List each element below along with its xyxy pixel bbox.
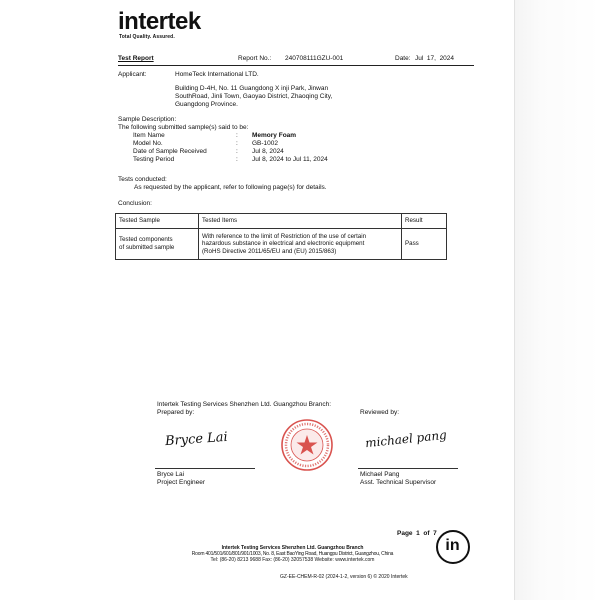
- table-header-cell: Tested Sample: [116, 214, 199, 229]
- field-sep: :: [236, 156, 238, 163]
- applicant-name: HomeTeck International LTD.: [175, 71, 259, 78]
- preparer-title: Project Engineer: [157, 479, 206, 486]
- table-cell-sample: [116, 229, 199, 260]
- table-cell-items: [199, 229, 402, 260]
- reviewed-by-label: Reviewed by:: [360, 409, 400, 416]
- field-value-testing-period: Jul 8, 2024 to Jul 11, 2024: [252, 156, 328, 163]
- form-code: GZ-EE-CHEM-R-02 (2024-1-2, version 6) © 2020 Intertek: [280, 574, 408, 580]
- page-number: Page 1 of 7: [397, 530, 437, 537]
- field-label-date-received: Date of Sample Received: [133, 148, 207, 155]
- logo-tagline: Total Quality. Assured.: [119, 34, 175, 40]
- company-seal-icon: [280, 418, 334, 472]
- field-label-testing-period: Testing Period: [133, 156, 175, 163]
- applicant-address-line: Building D-4H, No. 11 Guangdong X inji Park, Jinwan: [175, 85, 329, 92]
- table-cell-line: hazardous substance in electrical and electronic equipment: [202, 240, 365, 248]
- field-value-item-name: Memory Foam: [252, 132, 297, 139]
- field-value-date-received: Jul 8, 2024: [252, 148, 284, 155]
- prepared-by-label: Prepared by:: [157, 409, 195, 416]
- applicant-address-line: Guangdong Province.: [175, 101, 238, 108]
- page-edge-line: [514, 0, 515, 600]
- applicant-label: Applicant:: [118, 71, 147, 78]
- footer-address: Room 401/501/601/801/901/1003, No. 8, East BaoYing Road, Huangpu District, Guangzhou, China: [191, 551, 394, 557]
- field-label-model-no: Model No.: [133, 140, 163, 147]
- table-header-cell: Tested Items: [199, 214, 402, 229]
- report-no-label: Report No.:: [238, 55, 272, 62]
- page-edge-shade: [514, 0, 600, 600]
- preparer-sign-line: [155, 468, 255, 469]
- sample-intro: The following submitted sample(s) said to be:: [118, 124, 249, 131]
- reviewer-signature: michael pang: [364, 427, 448, 451]
- sample-heading: Sample Description:: [118, 116, 177, 123]
- badge-text: in: [445, 537, 460, 554]
- report-title: Test Report: [118, 55, 154, 62]
- signature-company: Intertek Testing Services Shenzhen Ltd. Guangzhou Branch:: [157, 401, 332, 408]
- conclusion-table: [115, 213, 447, 260]
- intertek-logo: intertek: [118, 8, 201, 35]
- table-header-row: [116, 214, 447, 229]
- tests-text: As requested by the applicant, refer to following page(s) for details.: [134, 184, 327, 191]
- table-cell-line: of submitted sample: [119, 244, 175, 251]
- reviewer-name: Michael Pang: [360, 471, 400, 478]
- intertek-badge-icon: [436, 530, 470, 564]
- field-sep: :: [236, 132, 238, 139]
- table-cell-line: (RoHS Directive 2011/65/EU and (EU) 2015/863): [202, 247, 337, 255]
- tests-heading: Tests conducted:: [118, 176, 167, 183]
- table-row: [116, 229, 447, 260]
- table-cell-result: Pass: [402, 229, 447, 260]
- table-cell-line: Tested components: [119, 236, 173, 244]
- reviewer-sign-line: [358, 468, 458, 469]
- header-divider: [118, 65, 474, 66]
- applicant-address-line: SouthRoad, Jinli Town, Gaoyao District, Zhaoqing City,: [175, 93, 333, 100]
- table-header-cell: Result: [402, 214, 447, 229]
- date-label: Date:: [395, 55, 411, 62]
- table-cell-line: With reference to the limit of Restriction of the use of certain: [202, 232, 367, 240]
- footer-company: Intertek Testing Services Shenzhen Ltd. Guangzhou Branch: [221, 545, 364, 551]
- preparer-signature: Bryce Lai: [164, 429, 229, 450]
- field-value-model-no: GB-1002: [252, 140, 279, 147]
- preparer-name: Bryce Lai: [157, 471, 185, 478]
- footer-contact: Tel: (86-20) 8213 9688 Fax: (86-20) 32057538 Website: www.intertek.com: [210, 557, 375, 563]
- conclusion-heading: Conclusion:: [118, 200, 152, 207]
- date-value: Jul 17, 2024: [415, 55, 455, 62]
- report-no-value: 240708111GZU-001: [285, 55, 344, 62]
- reviewer-title: Asst. Technical Supervisor: [360, 479, 437, 486]
- field-sep: :: [236, 148, 238, 155]
- field-label-item-name: Item Name: [133, 132, 165, 139]
- field-sep: :: [236, 140, 238, 147]
